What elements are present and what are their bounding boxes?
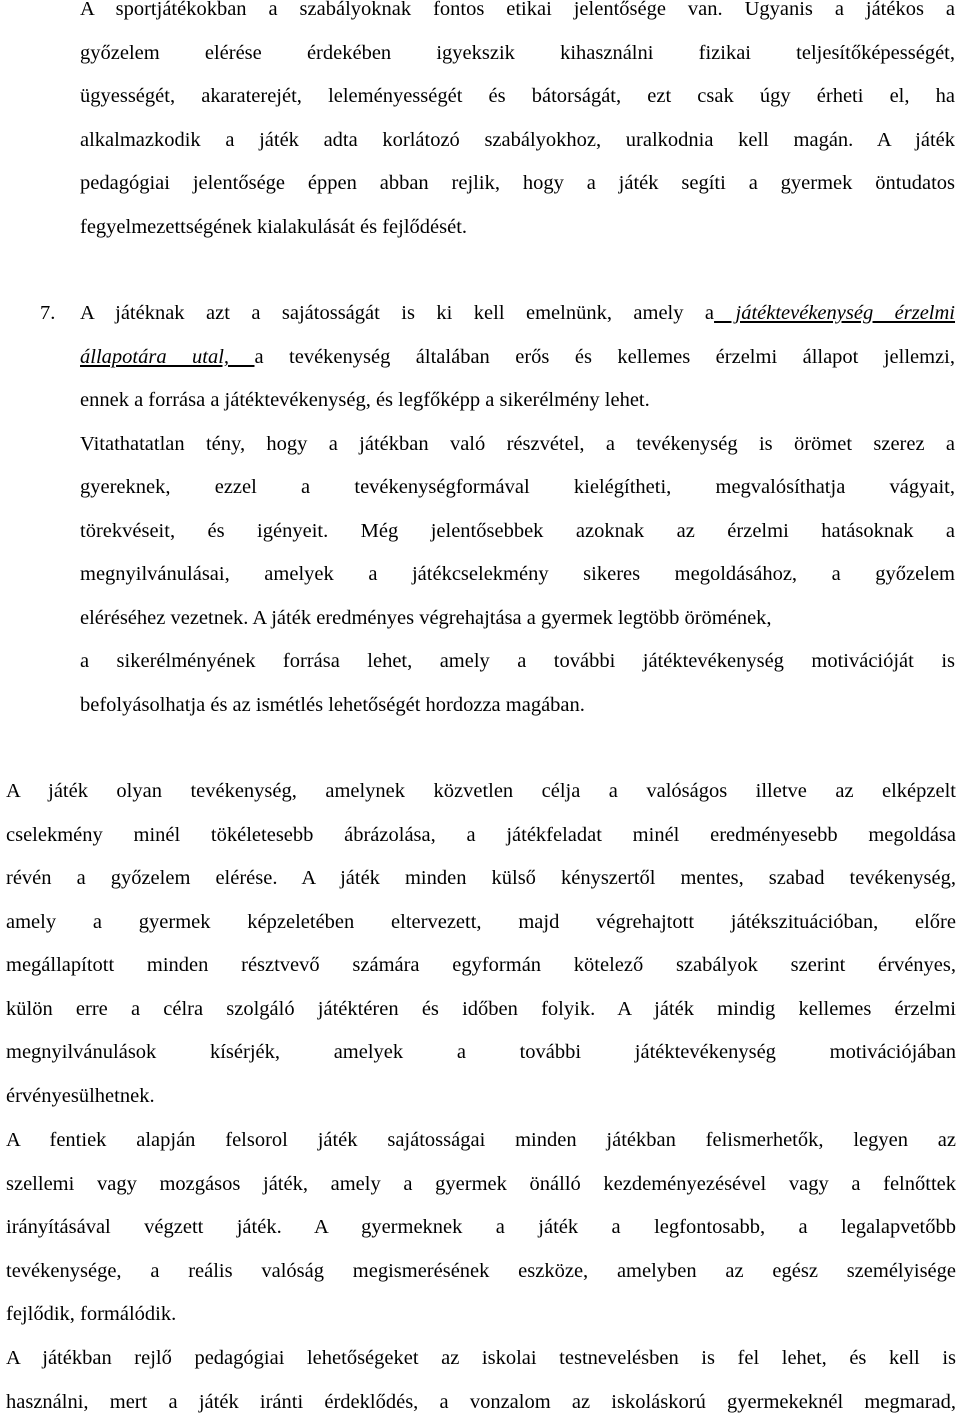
text-line: A játékban rejlő pedagógiai lehetőségeket az iskolai testnevelésben is fel lehet, és kell is (6, 1347, 956, 1369)
emphasis-run: játéktevékenység érzelmi (714, 302, 956, 324)
text-line: A sportjátékokban a szabályoknak fontos etikai jelentősége van. Ugyanis a játékos a (80, 0, 955, 20)
text-line: megnyilvánulásai, amelyek a játékcselekmény sikeres megoldásához, a győzelem (80, 563, 955, 585)
text-line: érvényesülhetnek. (6, 1085, 155, 1107)
text-run: A játéknak azt a sajátosságát is ki kell emelnünk, amely a (80, 302, 715, 324)
text-line: megnyilvánulások kísérjék, amelyek a további játéktevékenység motivációjában (6, 1041, 956, 1063)
text-line: révén a győzelem elérése. A játék minden külső kényszertől mentes, szabad tevékenység, (6, 867, 956, 889)
text-line (80, 342, 955, 372)
text-line: szellemi vagy mozgásos játék, amely a gyermek önálló kezdeményezésével vagy a felnőttek (6, 1173, 956, 1195)
text-line: pedagógiai jelentősége éppen abban rejlik, hogy a játék segíti a gyermek öntudatos (80, 172, 955, 194)
text-line: használni, mert a játék iránti érdeklődés, a vonzalom az iskoláskorú gyermekeknél megmarad, (6, 1391, 956, 1413)
text-line: törekvéseit, és igényeit. Még jelentősebbek azoknak az érzelmi hatásoknak a (80, 520, 955, 542)
text-line: A fentiek alapján felsorol játék sajátosságai minden játékban felismerhetők, legyen az (6, 1129, 956, 1151)
text-line: győzelem elérése érdekében igyekszik kihasználni fizikai teljesítőképességét, (80, 42, 955, 64)
text-line: eléréséhez vezetnek. A játék eredményes végrehajtása a gyermek legtöbb örömének, (80, 607, 772, 629)
emphasis-run: állapotára utal, (80, 346, 255, 368)
text-line: alkalmazkodik a játék adta korlátozó szabályokhoz, uralkodnia kell magán. A játék (80, 129, 955, 151)
text-line: befolyásolhatja és az ismétlés lehetőségét hordozza magában. (80, 694, 585, 716)
text-line: gyereknek, ezzel a tevékenységformával kielégítheti, megvalósíthatja vágyait, (80, 476, 955, 498)
text-line: irányításával végzett játék. A gyermeknek a játék a legfontosabb, a legalapvetőbb (6, 1216, 956, 1238)
text-line: ügyességét, akaraterejét, leleményességét és bátorságát, ezt csak úgy érheti el, ha (80, 85, 955, 107)
text-line (80, 298, 955, 328)
text-line: tevékenysége, a reális valóság megismerésének eszköze, amelyben az egész személyisége (6, 1260, 956, 1282)
list-number: 7. (40, 302, 56, 324)
text-line: fejlődik, formálódik. (6, 1303, 177, 1325)
text-line: cselekmény minél tökéletesebb ábrázolása, a játékfeladat minél eredményesebb megoldása (6, 824, 956, 846)
text-run: a tevékenység általában erős és kellemes érzelmi állapot jellemzi, (254, 346, 955, 368)
text-line: ennek a forrása a játéktevékenység, és legfőképp a sikerélmény lehet. (80, 389, 650, 411)
text-line: a sikerélményének forrása lehet, amely a további játéktevékenység motivációját is (80, 650, 955, 672)
text-line: fegyelmezettségének kialakulását és fejlődését. (80, 216, 468, 238)
text-line: külön erre a célra szolgáló játéktéren és időben folyik. A játék mindig kellemes érzelmi (6, 998, 956, 1020)
text-line: amely a gyermek képzeletében eltervezett, majd végrehajtott játékszituációban, előre (6, 911, 956, 933)
text-line: A játék olyan tevékenység, amelynek közvetlen célja a valóságos illetve az elképzelt (6, 780, 956, 802)
text-line: megállapított minden résztvevő számára egyformán kötelező szabályok szerint érvényes, (6, 954, 956, 976)
text-line: Vitathatatlan tény, hogy a játékban való részvétel, a tevékenység is örömet szerez a (80, 433, 955, 455)
